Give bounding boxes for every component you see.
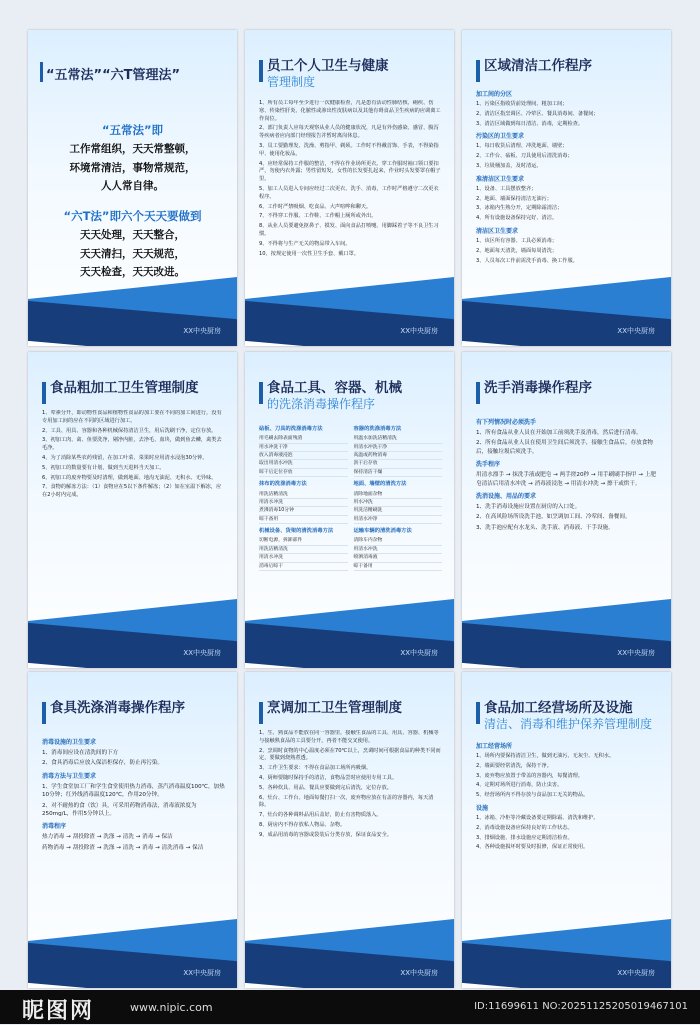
footer-wave [28, 930, 237, 988]
footer-label: XX中央厨房 [400, 969, 438, 977]
table-row: 放入消毒液浸泡 [259, 452, 348, 460]
section-heading: 洗消设施、用品的要求 [476, 492, 537, 500]
section-line: 2、清洁区指烹调区、冷荤区、餐具消毒间、备餐间； [476, 110, 599, 117]
section-line: 2、在高风险场所设洗手池，如烹调加工间、冷荤间、备餐间。 [476, 514, 631, 521]
text-line: 天天清扫，天天规范， [80, 247, 185, 260]
list-item: 6、初加工的废弃物要及时清理，做到地面、地沟无油泥、无积水、无异味。 [42, 474, 217, 481]
table-row: 喷洒消毒液 [354, 554, 443, 562]
poster-rough-processing [28, 352, 237, 668]
section-heading: 加工经营场所 [476, 743, 513, 750]
list-item: 1、生、熟食品不能放在同一容器里，接触生食品的工具、用具、容器、机械等与接触熟食品的工具要分开，再者不能交叉使用。 [259, 730, 439, 744]
footer-wave [28, 288, 237, 346]
list-item: 1、荤素分开，即动物性食品和植物性食品的加工要在不同的加工间进行，没有专用加工间的应在不同的区域进行加工。 [42, 410, 222, 424]
section-line: 热力消毒 → 刮投除渣 → 洗涤 → 清洗 → 消毒 → 保洁 [42, 834, 173, 841]
table-heading: 抹布的洗涤消毒方法 [259, 481, 307, 488]
section-heading: 有下列情况时必须洗手 [476, 419, 537, 426]
list-item: 4、为了消除某些农药残留，在加工叶菜、菜果时应用清水浸泡30分钟。 [42, 454, 208, 461]
poster-title: 区域清洁工作程序 [484, 58, 592, 74]
list-item: 1、所有员工每年至少进行一次健康检查，凡是患有活动性肺结核、痢疾、伤寒、传染性肝炎、化脓性或渗出性皮肤病以及其他有碍食品卫生疾病的应调离工作岗位。 [259, 100, 441, 122]
list-item: 5、加工人员进入专间应经过二次更衣、洗手、消毒，工作时严格遵守二次更衣程序。 [259, 185, 439, 200]
section-line: 1、该区所有容器、工具必须消毒； [476, 237, 558, 244]
method-table [259, 524, 348, 571]
table-row: 用清水冲洗 [259, 499, 348, 507]
poster-tableware-disinfection [28, 672, 237, 988]
table-row: 用水冲洗干净 [259, 444, 348, 452]
section-line: 药物消毒 → 刮投除渣 → 洗涤 → 清洗 → 消毒 → 清洗消毒 → 保洁 [42, 844, 204, 851]
method-table [354, 524, 443, 571]
section-line: 2、地面每天清洗，墙面每周清洗； [476, 247, 558, 254]
section-line: 3、冰箱内生熟分开，定期除霜清洁； [476, 205, 563, 212]
section-line: 2、所有食品从业人员在使用卫生间后须洗手，接触生食品后，存放食物后，接触垃圾后须洗手。 [476, 440, 653, 455]
list-item: 3、工作卫生要求：不得在食品加工场所内吸烟。 [259, 765, 372, 772]
list-item: 7、食物的解冻方法：（1）食物应在5以下条件解冻；（2）如在室温下解冻，应在2小时内完成。 [42, 484, 222, 499]
poster-body [476, 86, 659, 296]
table-heading: 地面、墙壁的清洗方法 [353, 481, 407, 488]
poster-body [259, 100, 442, 296]
poster-title: 烹调加工卫生管理制度 [267, 700, 402, 716]
site-url: www.nipic.com [130, 1001, 213, 1014]
list-item: 3、初加工肉、禽、鱼要洗净，剔净内脏，去净毛、血块，做到鱼去鳞，禽类去毛净。 [42, 437, 222, 452]
section-heading: 消毒程序 [42, 823, 67, 831]
poster-title: 食品粗加工卫生管理制度 [50, 380, 199, 396]
footer-wave [462, 610, 671, 668]
footer-wave [245, 288, 454, 346]
section-line: 3、废弃物应放置于带盖的容器内，每餐清理。 [476, 772, 584, 779]
footer-label: XX中央厨房 [617, 327, 655, 335]
liut-heading: “六T法”即六个天天要做到 [63, 209, 202, 223]
poster-body [476, 738, 659, 938]
table-row: 用洗洁精清洗 [259, 546, 348, 554]
poster-cooking-hygiene [245, 672, 454, 988]
list-item: 7、灶台的各种调料品用后盖好，防止有害物质落入。 [259, 812, 382, 819]
list-item: 10、按规定使用一次性卫生手套、戴口罩。 [259, 250, 359, 257]
poster-title: 食品工具、容器、机械 的洗涤消毒操作程序 [267, 380, 402, 411]
footer-label: XX中央厨房 [183, 969, 221, 977]
table-heading: 运输车辆的清洗消毒方法 [353, 528, 412, 535]
table-row: 晾干备用 [259, 516, 348, 524]
list-item: 6、工作时严禁吸烟、吃食品、大声喧哗和聊天。 [259, 203, 372, 210]
section-line: 5、经营场所内不得存放与食品加工无关的物品。 [476, 792, 589, 799]
section-line: 2、消毒设施设备应保持良好的工作状态。 [476, 824, 573, 831]
section-line: 1、设备、工具摆放整齐； [476, 185, 537, 192]
table-heading: 机械设备、货架的清洗消毒方法 [259, 528, 334, 535]
section-line: 2、工作台、砧板、刀具使用后清洗消毒； [476, 153, 573, 160]
footer-label: XX中央厨房 [400, 649, 438, 657]
text-line: 天天检查，天天改进。 [80, 265, 185, 278]
section-heading: 消毒方法与卫生要求 [42, 772, 97, 780]
poster-tools-washing [245, 352, 454, 668]
poster-title: 食具洗涤消毒操作程序 [50, 700, 185, 716]
table-row: 用清水冲洗 [354, 546, 443, 554]
list-item: 5、初加工的数量要有计划，做到当天进料当天加工。 [42, 464, 165, 471]
section-line: 2、食具消毒后应放入保洁柜保存，防止再污染。 [42, 760, 164, 767]
table-row: 沥干后存放 [354, 460, 443, 468]
table-row: 用毛刷去除表面残渣 [259, 435, 348, 443]
poster-body [42, 410, 225, 618]
table-row: 保持清洁干燥 [354, 469, 443, 477]
section-line: 3、人员每次工作前需洗手消毒、换工作服。 [476, 257, 578, 264]
poster-body [259, 730, 442, 938]
table-row: 用温水加洗洁精清洗 [354, 435, 443, 443]
footer-wave [245, 610, 454, 668]
poster-body [259, 422, 442, 618]
poster-facilities-maintenance [462, 672, 671, 988]
poster-body [476, 414, 659, 618]
list-item: 2、工具、用具、容器和各种机械保持清洁卫生，用后洗刷干净，定位存放。 [42, 427, 217, 434]
footer-label: XX中央厨房 [400, 327, 438, 335]
table-row: 清除车内杂物 [354, 537, 443, 545]
poster-title: 食品加工经营场所及设施 清洁、消毒和维护保养管理制度 [484, 700, 653, 731]
table-heading: 容器的洗涤消毒方法 [353, 426, 402, 432]
poster-area-cleaning [462, 30, 671, 346]
poster-five-six [28, 30, 237, 346]
table-row: 用洗洁精清洗 [259, 491, 348, 499]
site-logo: 昵图网 [22, 999, 95, 1024]
table-row: 清除地面杂物 [354, 491, 443, 499]
footer-label: XX中央厨房 [617, 969, 655, 977]
method-table [354, 477, 443, 524]
section-line: 3、清洁区域做到每日清洁、消毒，定期检查。 [476, 120, 584, 127]
section-line: 4、各种设施损坏时要及时报修，保证正常使用。 [476, 844, 589, 851]
wuchang-block [28, 120, 237, 195]
section-line: 1、冰箱、冷柜等冷藏设备要定期除霜、清洗和维护。 [476, 814, 599, 821]
list-item: 2、烹调时食物的中心温度必须在70℃以上，烹调时间可根据食品的种类不同而定，要做到烧熟煮透。 [259, 747, 441, 762]
text-line: 天天处理，天天整合， [80, 229, 185, 242]
section-line: 1、所有食品从业人员在开始加工前须洗手及消毒，然后进行清毒。 [476, 430, 642, 436]
section-heading: 洗手程序 [476, 461, 501, 469]
footer-wave [462, 288, 671, 346]
text-line: 环境常清洁，事物常规范， [69, 161, 196, 174]
poster-title: “五常法”“六T管理法” [46, 64, 180, 83]
section-heading: 清洁区卫生要求 [476, 227, 519, 235]
section-line: 1、消毒间应设在清洗间的下方 [42, 750, 119, 756]
section-line: 2、墙面要经常清洗，保持干净。 [476, 762, 552, 769]
footer-label: XX中央厨房 [183, 649, 221, 657]
table-row: 消毒后晾干 [259, 563, 348, 571]
poster-hand-washing [462, 352, 671, 668]
table-row: 切断电源，拆卸部件 [259, 537, 348, 545]
section-line: 1、洗手消毒设施应设置在厨房的入口处。 [476, 503, 581, 510]
list-item: 9、不得将与生产无关的物品带入车间。 [259, 240, 351, 247]
method-table [354, 422, 443, 477]
section-line: 3、洗手池应配有水龙头、洗手液、消毒液、干手设施。 [476, 524, 614, 531]
table-row: 高温或药物消毒 [354, 452, 443, 460]
section-heading: 消毒设施的卫生要求 [42, 739, 97, 746]
section-heading: 加工间的分区 [476, 91, 513, 98]
liut-block [28, 206, 237, 281]
list-item: 4、应经常保持工作服的整洁，不得在作业场所更衣。穿工作服时袖口领口要扣严，勿使内衣外露；男性留短发，女性的长发要扎起来，作业时头发要罩在帽子里。 [259, 160, 441, 183]
section-heading: 污染区的卫生要求 [476, 133, 525, 141]
poster-personal-hygiene [245, 30, 454, 346]
footer-label: XX中央厨房 [617, 649, 655, 657]
wuchang-heading: “五常法”即 [101, 123, 164, 137]
section-line: 4、所有设施设备保持完好、清洁。 [476, 215, 558, 222]
section-line: 用清水漂手 → 抹洗手液或肥皂 → 两手搓20秒 → 用手刷刷手指甲 → 上肥皂清洁后用清水冲洗 → 消毒液浸泡 → 用清水冲洗 → 擦干或烘干。 [476, 472, 656, 487]
footer-wave [245, 930, 454, 988]
section-line: 3、排烟设施、排水设施应定期清洁检查。 [476, 834, 573, 841]
table-row: 用清水冲净 [354, 516, 443, 524]
section-line: 1、污染区指收货前处理间、粗加工间； [476, 101, 568, 107]
list-item: 2、部门负责人应每天观察从业人员的健康状况，凡是有外伤感染、感冒、腹泻等疾病者应向部门经理报告并暂时离岗休息。 [259, 125, 439, 140]
section-line: 1、场所内要保持清洁卫生，做到无油污、无灰尘、无积水。 [476, 753, 615, 759]
section-line: 3、垃圾桶加盖，及时清运。 [476, 162, 542, 169]
table-row: 晾干后定位存放 [259, 469, 348, 477]
footer-wave [28, 610, 237, 668]
method-table [259, 422, 348, 477]
poster-title: 员工个人卫生与健康 管理制度 [267, 58, 389, 89]
list-item: 6、灶台、工作台、地面每餐打扫一次，废弃物应放在有盖的容器内，每天清除。 [259, 794, 434, 809]
method-table [259, 477, 348, 524]
table-row: 用洗洁精刷洗 [354, 507, 443, 515]
list-item: 8、厨房内不得存放私人物品、杂物。 [259, 821, 346, 828]
list-item: 7、不得穿工作服、工作鞋、工作帽上厕所或外出。 [259, 213, 377, 220]
table-row: 用水冲洗 [354, 499, 443, 507]
section-line: 1、学生食堂加工厂和学生食堂使用热力消毒，蒸汽消毒温度100℃，加热10分钟；红外线消毒温度120℃，作用20分钟。 [42, 783, 225, 799]
list-item: 8、从业人员要避免抠鼻子、摸发、面向食品打喷嚏、用脚踩着子等不良卫生习惯。 [259, 223, 439, 237]
section-line: 4、定期对场所进行消毒，防止虫害。 [476, 782, 563, 789]
footer-wave [462, 930, 671, 988]
section-heading: 设施 [476, 804, 489, 812]
poster-title: 洗手消毒操作程序 [484, 380, 592, 396]
section-line: 2、对不耐热的食（饮）具，可采用药物消毒法，消毒液浓度为250mg/L，作用5分钟以上。 [42, 802, 197, 817]
section-heading: 准清洁区卫生要求 [476, 175, 525, 183]
footer-label: XX中央厨房 [183, 327, 221, 335]
text-line: 人人常自律。 [101, 179, 164, 192]
table-row: 用清水冲洗 [259, 554, 348, 562]
table-row: 用清水冲洗干净 [354, 444, 443, 452]
table-heading: 砧板、刀具的洗涤消毒方法 [259, 426, 323, 432]
table-row: 取出用清水冲洗 [259, 460, 348, 468]
image-id: ID:11699611 NO:20251125205019467101 [474, 1001, 688, 1012]
text-line: 工作常组织，天天常整顿， [69, 143, 196, 156]
section-line: 1、每日收货后清理、冲洗地面、墙壁； [476, 143, 568, 150]
list-item: 9、成品用消毒的容器或袋装后分类存放，保证食品安全。 [259, 831, 392, 838]
poster-body [42, 734, 225, 938]
list-item: 3、员工要勤理发、洗澡、剪指甲、剃须。工作时不得戴首饰、手表，不得染指甲、使用化妆品。 [259, 142, 439, 157]
section-line: 2、地面、墙面保持清洁无油污； [476, 195, 552, 202]
table-row: 晾干备用 [354, 563, 443, 571]
watermark-bar [0, 990, 700, 1024]
list-item: 4、厨师要随时保持手的清洁，食物品尝时应使用专用工具。 [259, 774, 398, 781]
list-item: 5、各种炊具、用品、餐具应要做到完后清洗，定位存放。 [259, 784, 392, 791]
table-row: 煮沸消毒10分钟 [259, 507, 348, 515]
